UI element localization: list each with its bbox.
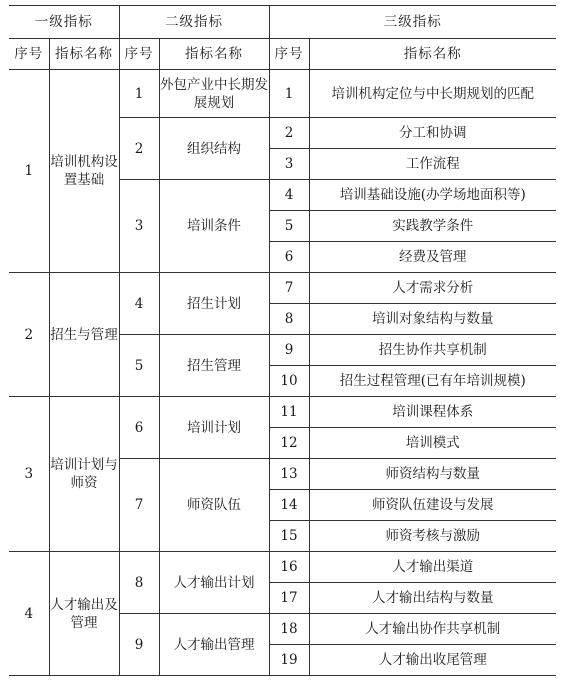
level3-seq: 5 xyxy=(269,211,309,242)
level3-name: 培训基础设施(办学场地面积等) xyxy=(309,180,556,211)
level2-name: 人才输出计划 xyxy=(159,552,269,614)
header-level2-name: 指标名称 xyxy=(159,39,269,70)
level2-seq: 9 xyxy=(119,614,159,676)
level2-seq: 8 xyxy=(119,552,159,614)
header-level1-seq: 序号 xyxy=(9,39,49,70)
level3-name: 人才输出协作共享机制 xyxy=(309,614,556,645)
level3-seq: 13 xyxy=(269,459,309,490)
level1-name: 培训机构设置基础 xyxy=(49,70,119,273)
level3-seq: 2 xyxy=(269,118,309,149)
level3-seq: 10 xyxy=(269,366,309,397)
level1-name: 招生与管理 xyxy=(49,273,119,397)
level2-name: 招生管理 xyxy=(159,335,269,397)
level3-name: 师资队伍建设与发展 xyxy=(309,490,556,521)
level3-seq: 14 xyxy=(269,490,309,521)
level2-name: 培训计划 xyxy=(159,397,269,459)
level3-name: 培训模式 xyxy=(309,428,556,459)
header-level1: 一级指标 xyxy=(9,6,119,39)
level1-name: 人才输出及管理 xyxy=(49,552,119,676)
level3-seq: 3 xyxy=(269,149,309,180)
level3-name: 培训机构定位与中长期规划的匹配 xyxy=(309,70,556,118)
level2-seq: 5 xyxy=(119,335,159,397)
table-row xyxy=(9,273,556,304)
level3-seq: 18 xyxy=(269,614,309,645)
level3-name: 人才输出收尾管理 xyxy=(309,645,556,676)
header-level1-name: 指标名称 xyxy=(49,39,119,70)
level1-name: 培训计划与师资 xyxy=(49,397,119,552)
level3-seq: 4 xyxy=(269,180,309,211)
indicator-table xyxy=(9,5,556,676)
level3-name: 师资结构与数量 xyxy=(309,459,556,490)
level1-seq: 3 xyxy=(9,397,49,552)
level3-seq: 17 xyxy=(269,583,309,614)
level2-name: 师资队伍 xyxy=(159,459,269,552)
level3-name: 人才输出结构与数量 xyxy=(309,583,556,614)
level2-name: 外包产业中长期发展规划 xyxy=(159,70,269,118)
level3-name: 经费及管理 xyxy=(309,242,556,273)
level2-seq: 3 xyxy=(119,180,159,273)
level3-name: 实践教学条件 xyxy=(309,211,556,242)
level3-seq: 16 xyxy=(269,552,309,583)
level3-seq: 9 xyxy=(269,335,309,366)
level2-seq: 7 xyxy=(119,459,159,552)
header-level3-seq: 序号 xyxy=(269,39,309,70)
level3-name: 人才输出渠道 xyxy=(309,552,556,583)
level3-name: 培训课程体系 xyxy=(309,397,556,428)
level2-name: 人才输出管理 xyxy=(159,614,269,676)
level1-seq: 4 xyxy=(9,552,49,676)
header-row-levels xyxy=(9,6,556,39)
level3-seq: 15 xyxy=(269,521,309,552)
level2-name: 招生计划 xyxy=(159,273,269,335)
level2-seq: 4 xyxy=(119,273,159,335)
level3-seq: 11 xyxy=(269,397,309,428)
level3-seq: 6 xyxy=(269,242,309,273)
level3-name: 师资考核与激励 xyxy=(309,521,556,552)
level2-name: 组织结构 xyxy=(159,118,269,180)
level3-name: 招生协作共享机制 xyxy=(309,335,556,366)
level3-seq: 19 xyxy=(269,645,309,676)
table-row xyxy=(9,397,556,428)
level3-seq: 8 xyxy=(269,304,309,335)
level2-name: 培训条件 xyxy=(159,180,269,273)
level1-seq: 2 xyxy=(9,273,49,397)
level3-name: 人才需求分析 xyxy=(309,273,556,304)
level2-seq: 1 xyxy=(119,70,159,118)
level2-seq: 6 xyxy=(119,397,159,459)
table-row xyxy=(9,552,556,583)
level3-name: 分工和协调 xyxy=(309,118,556,149)
header-level2-seq: 序号 xyxy=(119,39,159,70)
level3-name: 招生过程管理(已有年培训规模) xyxy=(309,366,556,397)
level3-seq: 12 xyxy=(269,428,309,459)
header-level2: 二级指标 xyxy=(119,6,269,39)
level1-seq: 1 xyxy=(9,70,49,273)
table-row xyxy=(9,70,556,118)
header-level3: 三级指标 xyxy=(269,6,556,39)
level3-seq: 1 xyxy=(269,70,309,118)
header-level3-name: 指标名称 xyxy=(309,39,556,70)
header-row-columns xyxy=(9,39,556,70)
level3-seq: 7 xyxy=(269,273,309,304)
level2-seq: 2 xyxy=(119,118,159,180)
level3-name: 工作流程 xyxy=(309,149,556,180)
level3-name: 培训对象结构与数量 xyxy=(309,304,556,335)
